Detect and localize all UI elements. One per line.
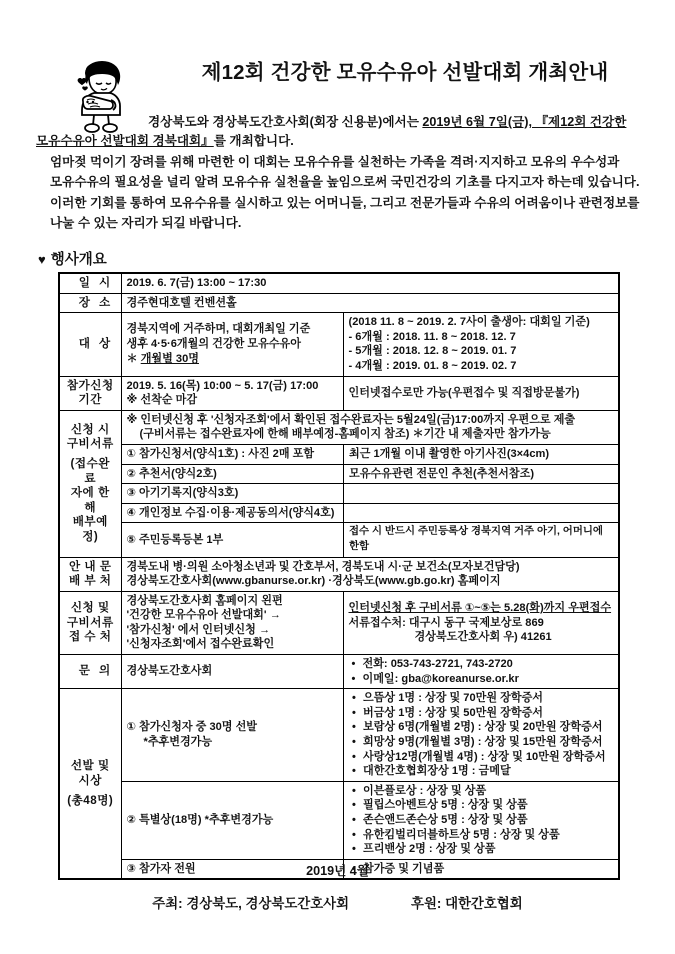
heart-icon: ♥: [38, 252, 46, 267]
documents-item-2-no: ②: [126, 467, 136, 480]
row-target-right: [343, 313, 619, 376]
awards-group2-item: • 필립스아벤트상 5명 : 상장 및 상품: [349, 798, 615, 813]
target-left-line-3-underline: 개월별 30명: [140, 352, 199, 365]
awards-label-line-1: 선발 및: [70, 758, 110, 772]
target-right-line-1: (2018 11. 8 ~ 2019. 2. 7사이 출생아: 대회일 기준): [348, 316, 590, 329]
documents-item-1: [122, 444, 344, 464]
documents-item-4: [122, 503, 344, 523]
row-inquiry-left: 경상북도간호사회: [121, 655, 343, 689]
footer-date: 2019년 4월: [306, 864, 369, 878]
table-row-target: [59, 313, 619, 376]
documents-item-3-text: 아기기록지(양식3호): [139, 487, 239, 500]
footer-organizers: [0, 893, 675, 912]
documents-item-3: [122, 484, 344, 504]
target-left-line-3-prefix: ＊: [126, 352, 141, 365]
awards-group1-item: • 으뜸상 1명 : 상장 및 70만원 장학증서: [349, 691, 615, 706]
row-label-datetime-b: 시: [99, 276, 111, 289]
event-overview-table-wrapper: [58, 272, 618, 880]
row-label-inquiry: [59, 655, 121, 689]
documents-note-line-2: (구비서류는 접수완료자에 한해 배부예정-홈페이지 참조) ＊기간 내 제출자만 참가가능: [139, 428, 551, 441]
row-apply-period-left: [121, 376, 343, 410]
documents-item-row: [122, 484, 620, 504]
row-distribution-body: [121, 557, 619, 591]
documents-desc-2: 모유수유관련 전문인 추천(추천서참조): [344, 464, 620, 484]
intro-paragraph: [36, 113, 648, 233]
table-row-datetime: [59, 273, 619, 293]
row-reception-left: [121, 591, 343, 654]
awards-group1-item: • 보람상 6명(개월별 2명) : 상장 및 20만원 장학증서: [349, 720, 615, 735]
documents-item-row: [122, 503, 620, 523]
awards-group1-right: [344, 689, 620, 781]
awards-group2-list: [349, 784, 615, 857]
documents-label-line-1: 신청 시: [70, 422, 110, 436]
row-inquiry-right: [343, 655, 619, 689]
event-overview-table: [58, 272, 620, 880]
awards-group-row: [122, 781, 620, 859]
documents-label-line-3: (접수완료: [70, 456, 110, 485]
row-value-venue: 경주현대호텔 컨벤션홀: [121, 293, 619, 313]
target-right-line-4: - 4개월 : 2019. 01. 8 ~ 2019. 02. 7: [348, 359, 517, 372]
apply-period-label-line-1: 참가신청: [66, 378, 114, 392]
row-apply-period-right: 인터넷접수로만 가능(우편접수 및 직접방문불가): [343, 376, 619, 410]
documents-desc-1: 최근 1개월 이내 촬영한 아기사진(3×4cm): [344, 444, 620, 464]
intro-lead-underline: 2019년 6월 7일(금), 『제12회 건강한: [422, 115, 627, 129]
awards-group1-item: • 대한간호협회장상 1명 : 금메달: [349, 764, 615, 779]
row-label-distribution: [59, 557, 121, 591]
target-left-line-1: 경북지역에 거주하며, 대회개최일 기준: [126, 323, 311, 336]
row-label-venue-b: 소: [99, 295, 111, 309]
documents-item-2-text: 추천서(양식2호): [139, 467, 217, 480]
section-heading: [38, 248, 107, 269]
distribution-label-line-1: 안 내 문: [68, 559, 112, 573]
inquiry-contact-list: [349, 657, 614, 686]
documents-item-2: [122, 464, 344, 484]
awards-group1-item: • 버금상 1명 : 상장 및 50만원 장학증서: [349, 706, 615, 721]
awards-group1-left: [122, 689, 344, 781]
documents-item-row: [122, 444, 620, 464]
intro-lead-line: [36, 113, 648, 132]
awards-group3-item: • 참가증 및 기념품: [349, 862, 615, 877]
awards-group2-item: • 유한킴벌리더블하트상 5명 : 상장 및 상품: [349, 828, 615, 843]
row-label-awards: [59, 689, 121, 880]
inquiry-email: • 이메일: gba@koreanurse.or.kr: [349, 672, 614, 687]
documents-desc-5: 접수 시 반드시 주민등록상 경북지역 거주 아기, 어머니에 한함: [344, 523, 620, 557]
table-row-documents: [59, 410, 619, 557]
intro-cont-plain: 를 개최합니다.: [213, 134, 294, 149]
footer-host: 주최: 경상북도, 경상북도간호사회: [152, 896, 350, 911]
page-title: 제12회 건강한 모유수유아 선발대회 개최안내: [201, 61, 609, 84]
documents-item-1-no: ①: [126, 447, 136, 460]
target-right-line-2: - 6개월 : 2018. 11. 8 ~ 2018. 12. 7: [348, 330, 516, 343]
awards-group1-left-line-1: ① 참가신청자 중 30명 선발: [126, 721, 258, 734]
reception-left-line-3: '참가신청' 에서 인터넷신청 →: [126, 623, 270, 636]
row-label-venue-a: 장: [78, 295, 99, 309]
footer-sponsor: 후원: 대한간호협회: [411, 896, 523, 911]
awards-group2-left: ② 특별상(18명) *추후변경가능: [122, 781, 344, 859]
awards-group1-item: • 사랑상12명(개월별 4명) : 상장 및 10만원 장학증서: [349, 750, 615, 765]
row-label-documents: [59, 410, 121, 557]
table-row-venue: [59, 293, 619, 313]
table-row-apply-period: [59, 376, 619, 410]
row-label-target: [59, 313, 121, 376]
documents-item-1-text: 참가신청서(양식1호) : 사진 2매 포함: [139, 447, 315, 460]
document-header: [0, 0, 675, 95]
reception-right-line-2: 서류접수처: 대구시 동구 국제보상로 869: [348, 616, 544, 629]
documents-item-5: [122, 523, 344, 557]
target-right-line-3: - 5개월 : 2018. 12. 8 ~ 2019. 01. 7: [348, 345, 517, 358]
awards-group2-item: • 이븐플로상 : 상장 및 상품: [349, 784, 615, 799]
row-awards-body: [121, 689, 619, 880]
row-label-datetime-a: 일: [78, 276, 99, 289]
awards-group2-right: [344, 781, 620, 859]
apply-period-left-line-1: 2019. 5. 16(목) 10:00 ~ 5. 17(금) 17:00: [126, 379, 319, 392]
awards-group2-item: • 프리밴상 2명 : 상장 및 상품: [349, 842, 615, 857]
row-label-apply-period: [59, 376, 121, 410]
documents-item-5-no: ⑤: [126, 533, 136, 546]
awards-group1-list: [349, 691, 615, 779]
reception-right-line-3: 경상북도간호사회 우) 41261: [414, 631, 552, 644]
documents-item-4-no: ④: [126, 506, 136, 519]
reception-right-line-1: 인터넷신청 후 구비서류 ①~⑤는 5.28(화)까지 우편접수: [348, 601, 612, 614]
reception-left-line-1: 경상북도간호사회 홈페이지 왼편: [126, 594, 283, 607]
distribution-line-1: 경북도내 병·의원 소아청소년과 및 간호부서, 경북도내 시·군 보건소(모자보건담당): [126, 560, 520, 573]
table-row-reception: [59, 591, 619, 654]
row-label-venue: [59, 293, 121, 313]
documents-desc-3: [344, 484, 620, 504]
target-left-line-2: 생후 4·5·6개월의 건강한 모유수유아: [126, 338, 301, 351]
awards-group1-item: • 희망상 9명(개월별 3명) : 상장 및 15만원 장학증서: [349, 735, 615, 750]
table-row-distribution: [59, 557, 619, 591]
intro-cont-underline: 모유수유아 선발대회 경북대회』: [36, 134, 214, 149]
distribution-label-line-2: 배 부 처: [68, 574, 112, 588]
apply-period-left-line-2: ※ 선착순 마감: [126, 394, 198, 407]
section-heading-label: 행사개요: [50, 252, 107, 268]
row-label-target-a: 대: [78, 337, 99, 351]
documents-desc-4: [344, 503, 620, 523]
row-label-datetime: [59, 273, 121, 293]
awards-label-line-2: 시상: [78, 773, 102, 787]
reception-left-line-2: '건강한 모유수유아 선발대회' →: [126, 609, 281, 622]
documents-item-4-text: 개인정보 수집·이용·제공동의서(양식4호): [139, 506, 335, 519]
table-row-awards: [59, 689, 619, 880]
row-target-left: [121, 313, 343, 376]
awards-group1-left-line-2: *추후변경가능: [143, 736, 213, 749]
row-label-target-b: 상: [99, 337, 111, 351]
target-left-line-3: [127, 352, 338, 367]
documents-item-row: [122, 523, 620, 557]
documents-item-3-no: ③: [126, 487, 136, 500]
awards-group2-item: • 존슨앤드존슨상 5명 : 상장 및 상품: [349, 813, 615, 828]
awards-subtable: [122, 689, 620, 878]
reception-label-line-2: 구비서류: [66, 615, 114, 629]
awards-label-line-3: (총48명): [67, 794, 114, 808]
intro-body-line-2: 모유수유의 필요성을 널리 알려 모유수유 실천율을 높임으로써 국민건강의 기초를 다지고자 하는데 있습니다.: [50, 175, 640, 190]
documents-note-cell: [122, 411, 620, 445]
documents-note-line-1: ※ 인터넷신청 후 '신청자조회'에서 확인된 접수완료자는 5월24일(금)17:00까지 우편으로 제출: [126, 413, 576, 426]
awards-group3-left: ③ 참가자 전원: [122, 859, 344, 878]
table-row-inquiry: [59, 655, 619, 689]
documents-note-row: [122, 411, 620, 445]
awards-group-row: [122, 689, 620, 781]
distribution-line-2: 경상북도간호사회(www.gbanurse.or.kr) ·경상북도(www.gb.go.kr) 홈페이지: [126, 575, 501, 588]
intro-cont-line: [36, 132, 648, 151]
row-label-inquiry-b: 의: [99, 664, 111, 678]
documents-label-line-2: 구비서류: [66, 437, 114, 451]
apply-period-label-line-2: 기간: [78, 393, 102, 407]
inquiry-phone: • 전화: 053-743-2721, 743-2720: [349, 657, 614, 672]
row-label-inquiry-a: 문: [78, 664, 99, 678]
documents-subtable: [122, 411, 620, 557]
reception-left-line-4: '신청자조회'에서 접수완료확인: [126, 638, 275, 651]
intro-body-line-4: 나눌 수 있는 자리가 되길 바랍니다.: [50, 216, 242, 231]
reception-label-line-3: 접 수 처: [68, 630, 112, 644]
documents-item-5-text: 주민등록등본 1부: [139, 533, 224, 546]
row-documents-body: [121, 410, 619, 557]
reception-label-line-1: 신청 및: [70, 600, 110, 614]
row-value-datetime: 2019. 6. 7(금) 13:00 ~ 17:30: [121, 273, 619, 293]
intro-body-line-1: 엄마젖 먹이기 장려를 위해 마련한 이 대회는 모유수유를 실천하는 가족을 격려·지지하고 모유의 우수성과: [50, 154, 620, 169]
documents-label-line-4: 자에 한해: [70, 486, 110, 514]
row-label-reception: [59, 591, 121, 654]
intro-lead-plain: 경상북도와 경상북도간호사회(회장 신용분)에서는: [148, 115, 423, 129]
documents-label-line-5: 배부예정): [72, 515, 108, 543]
row-reception-right: [343, 591, 619, 654]
documents-item-row: [122, 464, 620, 484]
intro-body-line-3: 이러한 기회를 통하여 모유수유를 실시하고 있는 어머니들, 그리고 전문가들과 수유의 어려움이나 관련정보를: [50, 195, 640, 210]
